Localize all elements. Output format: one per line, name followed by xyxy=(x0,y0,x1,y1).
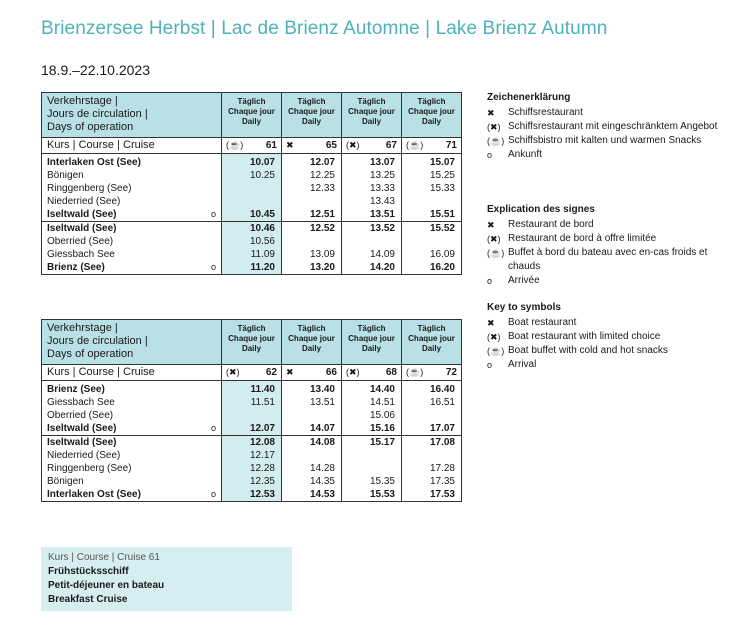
header-label-line: Days of operation xyxy=(47,348,134,360)
legend-text: Arrivée xyxy=(508,275,540,286)
departure-time: 13.20 xyxy=(282,261,342,275)
departure-time: 12.35 xyxy=(222,475,282,488)
day-text: Daily xyxy=(241,344,262,353)
table-row xyxy=(42,475,462,488)
departure-time: 15.33 xyxy=(402,182,462,195)
legend-symbol-icon: ✖ xyxy=(487,318,495,328)
departure-time: 10.07 xyxy=(222,154,282,170)
departure-time: 14.08 xyxy=(282,436,342,450)
days-cell xyxy=(342,320,402,365)
departure-time xyxy=(402,235,462,248)
arrival-icon: o xyxy=(210,423,216,433)
stop-cell xyxy=(42,462,222,475)
legend-item xyxy=(487,316,737,330)
legend-symbol-icon: (✖) xyxy=(487,234,501,244)
day-text: Chaque jour xyxy=(228,107,275,116)
departure-time: 13.51 xyxy=(282,396,342,409)
legend-item xyxy=(487,344,737,358)
legend-item xyxy=(487,232,737,246)
days-cell xyxy=(222,320,282,365)
departure-time xyxy=(282,449,342,462)
course-cell xyxy=(402,365,462,381)
arrival-icon: o xyxy=(210,262,216,272)
stop-cell xyxy=(42,449,222,462)
stop-cell xyxy=(42,195,222,208)
stop-name: Bönigen xyxy=(47,476,84,487)
departure-time xyxy=(342,235,402,248)
stop-name: Oberried (See) xyxy=(47,236,114,247)
legend-symbol-icon: o xyxy=(487,276,493,286)
departure-time: 17.07 xyxy=(402,422,462,436)
departure-time xyxy=(402,195,462,208)
course-cell xyxy=(342,138,402,154)
course-number: 66 xyxy=(325,367,337,378)
stop-name: Iseltwald (See) xyxy=(47,209,117,220)
day-text: Täglich xyxy=(417,324,446,333)
stop-cell xyxy=(42,436,222,450)
departure-time: 17.53 xyxy=(402,488,462,502)
course-cell xyxy=(222,365,282,381)
stop-name: Interlaken Ost (See) xyxy=(47,157,141,168)
course-cell xyxy=(222,138,282,154)
legend-text: Schiffsrestaurant xyxy=(508,107,583,118)
legend-item xyxy=(487,148,737,162)
departure-time: 17.35 xyxy=(402,475,462,488)
stop-cell xyxy=(42,248,222,261)
stop-name: Oberried (See) xyxy=(47,410,114,421)
departure-time: 13.43 xyxy=(342,195,402,208)
legend-text: Restaurant de bord xyxy=(508,219,594,230)
departure-time xyxy=(222,182,282,195)
departure-time: 17.08 xyxy=(402,436,462,450)
departure-time: 13.33 xyxy=(342,182,402,195)
departure-time: 16.40 xyxy=(402,381,462,397)
table-row xyxy=(42,422,462,436)
departure-time: 15.25 xyxy=(402,169,462,182)
legend-symbol-icon: (☕) xyxy=(487,248,505,258)
day-text: Daily xyxy=(241,117,262,126)
stop-name: Iseltwald (See) xyxy=(47,223,117,234)
header-label-line: Jours de circulation | xyxy=(47,108,148,120)
legend-symbol-icon: o xyxy=(487,150,493,160)
departure-time: 15.06 xyxy=(342,409,402,422)
departure-time xyxy=(282,195,342,208)
legend-symbol-icon: o xyxy=(487,360,493,370)
departure-time: 13.25 xyxy=(342,169,402,182)
departure-time xyxy=(282,409,342,422)
day-text: Daily xyxy=(361,117,382,126)
departure-time: 13.52 xyxy=(342,222,402,236)
departure-time: 13.09 xyxy=(282,248,342,261)
legend-text: Restaurant de bord à offre limitée xyxy=(508,233,657,244)
days-cell xyxy=(402,320,462,365)
service-symbol-icon: (☕) xyxy=(406,140,424,150)
stop-cell xyxy=(42,208,222,222)
table-row xyxy=(42,222,462,236)
service-symbol-icon: (✖) xyxy=(226,367,240,377)
day-text: Täglich xyxy=(297,97,326,106)
stop-name: Iseltwald (See) xyxy=(47,423,117,434)
departure-time: 14.51 xyxy=(342,396,402,409)
table-row xyxy=(42,235,462,248)
departure-time: 14.53 xyxy=(282,488,342,502)
departure-time: 14.20 xyxy=(342,261,402,275)
day-text: Täglich xyxy=(357,324,386,333)
legend-text: Boat restaurant xyxy=(508,317,577,328)
table-row xyxy=(42,182,462,195)
note-kurs: Kurs | Course | Cruise 61 xyxy=(48,552,160,563)
arrival-icon: o xyxy=(210,489,216,499)
legend-item xyxy=(487,358,737,372)
page-title: Brienzersee Herbst | Lac de Brienz Automne | Lake Brienz Autumn xyxy=(41,18,608,39)
departure-time: 12.25 xyxy=(282,169,342,182)
departure-time: 12.07 xyxy=(282,154,342,170)
departure-time: 14.35 xyxy=(282,475,342,488)
days-cell xyxy=(282,93,342,138)
legend-symbol-icon: ✖ xyxy=(487,108,495,118)
table-row xyxy=(42,169,462,182)
stop-cell xyxy=(42,488,222,502)
legend-heading: Zeichenerklärung xyxy=(487,92,571,103)
stop-cell xyxy=(42,154,222,170)
stop-name: Giessbach See xyxy=(47,397,115,408)
day-text: Chaque jour xyxy=(288,107,335,116)
legend-item xyxy=(487,330,737,344)
course-cell xyxy=(402,138,462,154)
stop-name: Niederried (See) xyxy=(47,450,121,461)
day-text: Chaque jour xyxy=(288,334,335,343)
day-text: Chaque jour xyxy=(348,334,395,343)
header-label-line: Verkehrstage | xyxy=(47,322,118,334)
table-row xyxy=(42,248,462,261)
table-row xyxy=(42,381,462,397)
departure-time xyxy=(402,409,462,422)
days-cell xyxy=(222,93,282,138)
departure-time: 11.51 xyxy=(222,396,282,409)
table-row xyxy=(42,462,462,475)
day-text: Täglich xyxy=(237,97,266,106)
legend-item xyxy=(487,274,737,288)
table-row xyxy=(42,396,462,409)
timetable-brienz-interlaken xyxy=(41,319,462,502)
departure-time: 16.51 xyxy=(402,396,462,409)
departure-time: 13.51 xyxy=(342,208,402,222)
note-line-fr: Petit-déjeuner en bateau xyxy=(48,580,165,591)
service-symbol-icon: (✖) xyxy=(346,367,360,377)
legend-symbol-icon: (✖) xyxy=(487,332,501,342)
departure-time xyxy=(402,449,462,462)
table-row xyxy=(42,208,462,222)
departure-time: 12.08 xyxy=(222,436,282,450)
course-cell xyxy=(282,365,342,381)
breakfast-cruise-note xyxy=(41,547,292,611)
course-number: 65 xyxy=(325,140,337,151)
days-cell xyxy=(342,93,402,138)
departure-time: 14.28 xyxy=(282,462,342,475)
departure-time: 13.07 xyxy=(342,154,402,170)
legend-item xyxy=(487,218,737,232)
kurs-label: Kurs | Course | Cruise xyxy=(42,138,222,154)
departure-time: 11.40 xyxy=(222,381,282,397)
days-of-operation-label xyxy=(42,320,222,365)
stop-name: Ringgenberg (See) xyxy=(47,463,132,474)
departure-time: 16.09 xyxy=(402,248,462,261)
course-number: 67 xyxy=(385,140,397,151)
table-row xyxy=(42,261,462,275)
legend-text: Arrival xyxy=(508,359,537,370)
departure-time: 14.07 xyxy=(282,422,342,436)
stop-cell xyxy=(42,381,222,397)
legend-text: Schiffsbistro mit kalten und warmen Snacks xyxy=(508,135,702,146)
departure-time: 12.52 xyxy=(282,222,342,236)
course-cell xyxy=(342,365,402,381)
stop-cell xyxy=(42,475,222,488)
table-row xyxy=(42,409,462,422)
departure-time: 15.51 xyxy=(402,208,462,222)
legend-text: Buffet à bord du bateau avec en-cas froids et chauds xyxy=(508,247,708,272)
stop-name: Giessbach See xyxy=(47,249,115,260)
service-symbol-icon: ✖ xyxy=(286,140,294,150)
departure-time: 15.52 xyxy=(402,222,462,236)
stop-cell xyxy=(42,222,222,236)
legend-item xyxy=(487,246,737,274)
note-line-de: Frühstücksschiff xyxy=(48,566,129,577)
departure-time xyxy=(342,462,402,475)
service-symbol-icon: (☕) xyxy=(406,367,424,377)
day-text: Daily xyxy=(301,344,322,353)
kurs-label: Kurs | Course | Cruise xyxy=(42,365,222,381)
days-cell xyxy=(402,93,462,138)
departure-time: 15.35 xyxy=(342,475,402,488)
stop-name: Ringgenberg (See) xyxy=(47,183,132,194)
course-number: 62 xyxy=(265,367,277,378)
day-text: Daily xyxy=(421,344,442,353)
departure-time: 12.07 xyxy=(222,422,282,436)
days-cell xyxy=(282,320,342,365)
legend-symbol-icon: (☕) xyxy=(487,136,505,146)
service-symbol-icon: (☕) xyxy=(226,140,244,150)
table-row xyxy=(42,449,462,462)
day-text: Täglich xyxy=(417,97,446,106)
stop-cell xyxy=(42,409,222,422)
legend-symbol-icon: (☕) xyxy=(487,346,505,356)
legend-heading: Key to symbols xyxy=(487,302,561,313)
departure-time: 12.53 xyxy=(222,488,282,502)
note-line-en: Breakfast Cruise xyxy=(48,594,128,605)
departure-time: 12.33 xyxy=(282,182,342,195)
departure-time: 12.28 xyxy=(222,462,282,475)
departure-time xyxy=(282,235,342,248)
table-row xyxy=(42,154,462,170)
legend-text: Boat restaurant with limited choice xyxy=(508,331,661,342)
legend-text: Ankunft xyxy=(508,149,542,160)
departure-time: 15.53 xyxy=(342,488,402,502)
stop-cell xyxy=(42,182,222,195)
service-symbol-icon: (✖) xyxy=(346,140,360,150)
departure-time: 10.46 xyxy=(222,222,282,236)
stop-cell xyxy=(42,169,222,182)
course-number: 68 xyxy=(385,367,397,378)
departure-time xyxy=(222,409,282,422)
legend-heading: Explication des signes xyxy=(487,204,595,215)
legend-item xyxy=(487,120,737,134)
stop-name: Brienz (See) xyxy=(47,384,105,395)
service-symbol-icon: ✖ xyxy=(286,367,294,377)
departure-time: 15.07 xyxy=(402,154,462,170)
arrival-icon: o xyxy=(210,209,216,219)
departure-time: 12.51 xyxy=(282,208,342,222)
course-cell xyxy=(282,138,342,154)
timetable-interlaken-brienz xyxy=(41,92,462,275)
departure-time: 17.28 xyxy=(402,462,462,475)
departure-time: 15.16 xyxy=(342,422,402,436)
departure-time: 14.09 xyxy=(342,248,402,261)
legend-english xyxy=(487,301,737,372)
days-of-operation-label xyxy=(42,93,222,138)
legend-french xyxy=(487,203,737,288)
table-row xyxy=(42,488,462,502)
day-text: Chaque jour xyxy=(348,107,395,116)
day-text: Chaque jour xyxy=(408,334,455,343)
legend-text: Schiffsrestaurant mit eingeschränktem Angebot xyxy=(508,121,718,132)
legend-german xyxy=(487,91,737,162)
stop-cell xyxy=(42,235,222,248)
day-text: Daily xyxy=(361,344,382,353)
departure-time: 12.17 xyxy=(222,449,282,462)
stop-cell xyxy=(42,261,222,275)
day-text: Täglich xyxy=(237,324,266,333)
departure-time: 10.45 xyxy=(222,208,282,222)
departure-time: 15.17 xyxy=(342,436,402,450)
legend-item xyxy=(487,106,737,120)
table-row xyxy=(42,436,462,450)
header-label-line: Jours de circulation | xyxy=(47,335,148,347)
legend-symbol-icon: (✖) xyxy=(487,122,501,132)
stop-name: Niederried (See) xyxy=(47,196,121,207)
departure-time: 11.09 xyxy=(222,248,282,261)
stop-name: Interlaken Ost (See) xyxy=(47,489,141,500)
departure-time: 10.56 xyxy=(222,235,282,248)
departure-time: 10.25 xyxy=(222,169,282,182)
legend-symbol-icon: ✖ xyxy=(487,220,495,230)
course-number: 71 xyxy=(445,140,457,151)
stop-cell xyxy=(42,422,222,436)
table-row xyxy=(42,195,462,208)
legend-item xyxy=(487,134,737,148)
legend-text: Boat buffet with cold and hot snacks xyxy=(508,345,668,356)
course-number: 72 xyxy=(445,367,457,378)
header-label-line: Verkehrstage | xyxy=(47,95,118,107)
stop-name: Bönigen xyxy=(47,170,84,181)
course-number: 61 xyxy=(265,140,277,151)
departure-time xyxy=(222,195,282,208)
header-label-line: Days of operation xyxy=(47,121,134,133)
stop-cell xyxy=(42,396,222,409)
departure-time: 14.40 xyxy=(342,381,402,397)
date-range: 18.9.–22.10.2023 xyxy=(41,62,150,78)
departure-time: 11.20 xyxy=(222,261,282,275)
day-text: Täglich xyxy=(297,324,326,333)
day-text: Daily xyxy=(421,117,442,126)
stop-name: Iseltwald (See) xyxy=(47,437,117,448)
departure-time: 16.20 xyxy=(402,261,462,275)
day-text: Chaque jour xyxy=(408,107,455,116)
day-text: Chaque jour xyxy=(228,334,275,343)
departure-time xyxy=(342,449,402,462)
day-text: Täglich xyxy=(357,97,386,106)
stop-name: Brienz (See) xyxy=(47,262,105,273)
day-text: Daily xyxy=(301,117,322,126)
departure-time: 13.40 xyxy=(282,381,342,397)
